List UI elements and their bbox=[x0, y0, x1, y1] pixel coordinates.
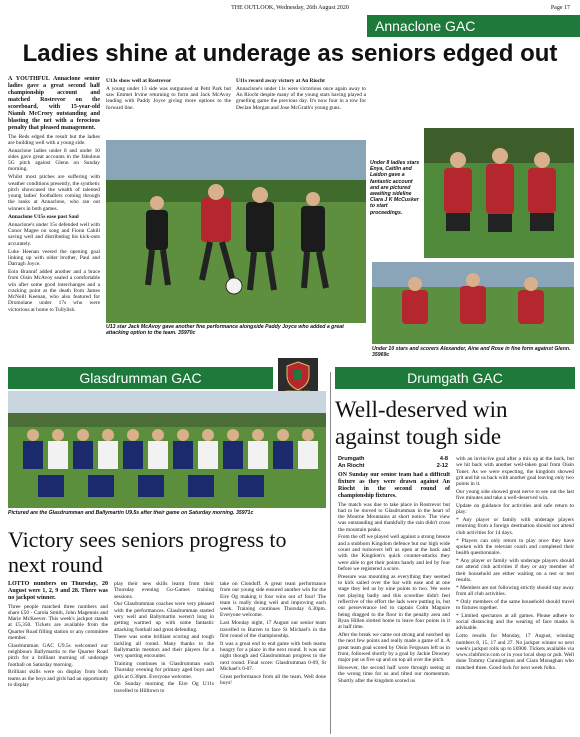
annaclone-column-3 bbox=[236, 76, 366, 136]
annaclone-banner-title: Annaclone GAC bbox=[375, 18, 476, 34]
result-team: Drumgath bbox=[338, 456, 365, 462]
drumgath-paragraph: * Limited spectators at all games. Please adhere to social distancing and the wearing of face masks is advisable. bbox=[456, 612, 574, 632]
annaclone-subheading: U11s record away victory at An Riocht bbox=[236, 78, 325, 84]
drumgath-banner-title: Drumgath GAC bbox=[407, 370, 503, 386]
page-header bbox=[0, 3, 580, 15]
glasdrumman-caption: Pictured are the Glasdrumman and Ballymartin U9.5s after their game on Saturday morning. 35971c bbox=[8, 510, 254, 516]
under8-caption: Under 8 ladies stars Enya, Caitlin and Laidon gave a fantastic account and are pictured awaiting sideline Clara J K McCusker to start proceedings. bbox=[370, 160, 420, 216]
publication-line: THE OUTLOOK, Wednesday, 26th August 2020 bbox=[231, 5, 349, 11]
glasdrumman-paragraph: Training continues in Glasdrumman each Thursday evening for primary aged boys and girls at 6.30pm. Everyone welcome. bbox=[114, 661, 214, 680]
drumgath-banner bbox=[335, 367, 575, 389]
glasdrumman-column-2 bbox=[114, 581, 214, 733]
u13-caption: U13 star Jack McAvoy gave another fine performance alongside Paddy Joyce who added a great attacking option to the team. 35970c bbox=[106, 324, 344, 337]
crest-logo bbox=[278, 358, 318, 394]
u13-photo bbox=[106, 140, 366, 323]
glasdrumman-photo bbox=[8, 391, 326, 508]
annaclone-paragraph: Annaclone ladies under 8 and under 10 sides gave great accounts in the fabulous 5G pitch against Glenn on Sunday morning. bbox=[8, 147, 100, 173]
drumgath-paragraph: From the off we played well against a strong breeze and a stubborn Kingdom defence but our high wide count and turnovers left us open at the back and with the Kingdom's quick counter-attacks they were able to get their points handy and led by four before we registered a score. bbox=[338, 534, 450, 572]
annaclone-paragraph: The Reds edged the result but the ladies are building well with a young side. bbox=[8, 133, 100, 146]
drumgath-paragraph: Our young side showed great nerve to see out the last five minutes and take a well-deserved win. bbox=[456, 488, 574, 502]
glasdrumman-banner-title: Glasdrumman GAC bbox=[79, 370, 202, 386]
glasdrumman-paragraph: Glasdrumman GAC U9.5s welcomed our neighbours Ballymartin to the Quarter Road pitch for a brilliant morning of underage football on Saturday morning. bbox=[8, 642, 108, 668]
annaclone-column-2 bbox=[106, 76, 231, 136]
drumgath-results bbox=[338, 456, 448, 470]
glasdrumman-column-1 bbox=[8, 581, 108, 733]
drumgath-column-2 bbox=[456, 456, 574, 734]
result-team: An Riocht bbox=[338, 463, 365, 469]
annaclone-lead: A YOUTHFUL Annaclone senior ladies gave a great second half championship account and matched Rostrevor on the scoreboard, with 15-year-old Niamh McCrory outstanding and blasting the net with a ferocious penalty that pleased management. bbox=[8, 76, 100, 131]
annaclone-column-1 bbox=[8, 76, 100, 331]
glasdrumman-photo-image bbox=[8, 391, 326, 508]
annaclone-paragraph: Eoin Brannif added another and a brace from Oisin McAvoy sealed a comfortable win after some good interchanges and a cracking point at the death from James McNeill Keenan, who also featured for Dromolane under 17s who were victorious at home to Tullylish. bbox=[8, 268, 100, 313]
under10-photo-image bbox=[372, 262, 574, 344]
annaclone-headline: Ladies shine at underage as seniors edged out bbox=[22, 40, 558, 67]
result-score: 2-12 bbox=[436, 463, 448, 469]
under10-photo bbox=[372, 262, 574, 344]
result-score: 4-8 bbox=[439, 456, 448, 462]
glasdrumman-paragraph: Brilliant skills were on display from both teams as the boys and girls had an opportunity to display bbox=[8, 669, 108, 689]
glasdrumman-paragraph: Great performance from all the team. Well done boys! bbox=[220, 673, 326, 686]
annaclone-paragraph: A young under 13 side was outgunned at Petit Park but saw Emmet Irvine returning to form and Jack McAvoy leading with Paddy Joyce giving more options to the forward line. bbox=[106, 85, 231, 111]
result-row bbox=[338, 456, 448, 463]
drumgath-paragraph: * Members are not following strictly should stay away from all club activities. bbox=[456, 584, 574, 597]
result-row bbox=[338, 463, 448, 470]
annaclone-banner bbox=[367, 15, 580, 37]
drumgath-paragraph: * Players can only return to play once they have spoken with the relevant coach and completed their health questionnaire. bbox=[456, 537, 574, 557]
drumgath-paragraph: * Only members of the same household should travel to fixtures together. bbox=[456, 598, 574, 612]
glasdrumman-paragraph: It was a great end to end game with both teams hungry for a place in the next round. It was our night though and Glasdrumman progress to the next round. Final score: Glasdrumman 0-09, St Michael's 0-07. bbox=[220, 640, 326, 672]
section-divider bbox=[330, 372, 331, 734]
glasdrumman-paragraph: There was some brilliant scoring and tough tackling all round. Many thanks to the Ballymartin mentors and their players for a very sporting encounter. bbox=[114, 634, 214, 660]
glasdrumman-column-3 bbox=[220, 581, 326, 733]
drumgath-paragraph: * Any player or family with underage players should not attend club activities if they or any member of their household are either waiting on a test or test results. bbox=[456, 557, 574, 583]
glasdrumman-paragraph: Our Glasdrumman coaches were very pleased with the performances. Glasdrumman started very well and Ballymartin weren't long in getting warmed up with some fantastic attacking football and great defending. bbox=[114, 601, 214, 633]
u13-photo-image bbox=[106, 140, 366, 323]
glasdrumman-paragraph: take on Clonduff. A great team performance from our young side ensured another win for the Eire Og making it four wins out of four! The team is really doing well and improving each week. Training continues Thursday 6.30pm. Everyone welcome. bbox=[220, 581, 326, 619]
drumgath-paragraph: Pressure was mounting as everything they seemed to kick sailed over the bar with ease and at one stage they led us by nine points to two. We were not playing badly and this scoreline didn't feel reflective of the effort the lads were putting in, but our perseverance led to captain Colm Maguire being dragged to the floor in the penalty area and Ryan Hillen slotted home to leave four points in it at half time. bbox=[338, 573, 450, 631]
drumgath-paragraph: * Any player or family with underage players returning from a foreign destination should not attend club activities for 14 days. bbox=[456, 517, 574, 536]
annaclone-paragraph: Annaclone's under 15s defended well with Conor Magee on song and Fionn Cahill saving well and distributing his kick-outs accurately. bbox=[8, 221, 100, 247]
annaclone-paragraph: Annaclone's under 11s were victorious once again away to An Riocht despite many of the young stars having played a gruelling game the previous day. It's now four in a row for Declan Morgan and Jose McGrath's young guns. bbox=[236, 85, 366, 111]
under8-photo-image bbox=[424, 128, 574, 258]
annaclone-subheading: Annaclone U15s ease past Saul bbox=[8, 214, 79, 221]
glasdrumman-paragraph: play their new skills learnt from their Thursday evening Go-Games training sessions. bbox=[114, 581, 214, 600]
glasdrumman-paragraph: Three people matched three numbers and share £50 - Carola Smith, John Magennis and Marie McKeever. This week's jackpot stands at £5,350. Tickets are available from the Quarter Road filling station or any committee member. bbox=[8, 603, 108, 641]
under8-photo bbox=[424, 128, 574, 258]
under10-caption: Under 10 stars and scorers Alexander, Aine and Rose in fine form against Glenn. 35969c bbox=[372, 346, 571, 359]
drumgath-paragraph: After the break we came out strong and notched up the next few points and really made a game of it. A great team goal scored by Oisin Ferguson left us in front, followed shortly by a goal by Jackie Downey major put us five up and on top all over the pitch. bbox=[338, 631, 450, 664]
drumgath-lead: ON Sunday our senior team had a difficult fixture as they were drawn against An Riocht in the second round of championship fixtures. bbox=[338, 472, 450, 499]
glasdrumman-headline: Victory sees seniors progress to next round bbox=[8, 527, 287, 577]
page-number: Page 17 bbox=[550, 5, 570, 11]
drumgath-paragraph: The match was due to take place in Rostrevor but had to be moved to Glasdrumman in the heart of the Mourne Mountains at short notice. The view was outstanding and thankfully the rain didn't cross the mountain peaks. bbox=[338, 501, 450, 533]
glasdrumman-banner bbox=[8, 367, 273, 389]
drumgath-paragraph: with an invincive goal after a mix up at the back, but we hit back with another well-taken goal from Oisin Toner. As we were expecting, the kingdom showed grit and hit us back with another goal leaving only two points in it. bbox=[456, 456, 574, 488]
glasdrumman-lead: LOTTO numbers on Thursday, 20 August were 1, 2, 9 and 28. There was no jackpot winner. bbox=[8, 581, 108, 601]
annaclone-paragraph: Whilst most pitches are suffering with weather conditions presently, the synthetic pitch showcased the wealth of talented young ladies' footballers coming through the ranks at Annaclone, who ran out winners in both games. bbox=[8, 174, 100, 212]
glasdrumman-paragraph: Last Monday night, 17 August our senior team travelled to Burren to face St Michael's in the first round of the championship. bbox=[220, 620, 326, 639]
drumgath-paragraph: Update on guidance for activities and safe return to play: bbox=[456, 503, 574, 516]
annaclone-subheading: U13s show well at Rostrevor bbox=[106, 78, 172, 84]
glasdrumman-paragraph: On Sunday morning the Eire Og U11s travelled to Hilltown to bbox=[114, 681, 214, 694]
drumgath-headline: Well-deserved win against tough side bbox=[335, 397, 508, 449]
drumgath-paragraph: However, the second half wore through seeing at the wrong time for us and tilted our momentum. Shortly after the kingdom scored us bbox=[338, 664, 450, 684]
annaclone-paragraph: Luke Heenan veered the opening goal linking up with older brother, Paul and Darragh Joyce. bbox=[8, 248, 100, 268]
drumgath-paragraph: Lotto results for Monday, 17 August, winning numbers 8, 15, 17 and 27. No jackpot winner so next week's jackpot rolls up to £6900. Tickets available via www.clubforce.com or in your local shop or pub. Well done Tommy Cunningham and Ciara Monaghan who matched three. Good luck for next week folks. bbox=[456, 633, 574, 671]
drumgath-column-1 bbox=[338, 472, 450, 734]
